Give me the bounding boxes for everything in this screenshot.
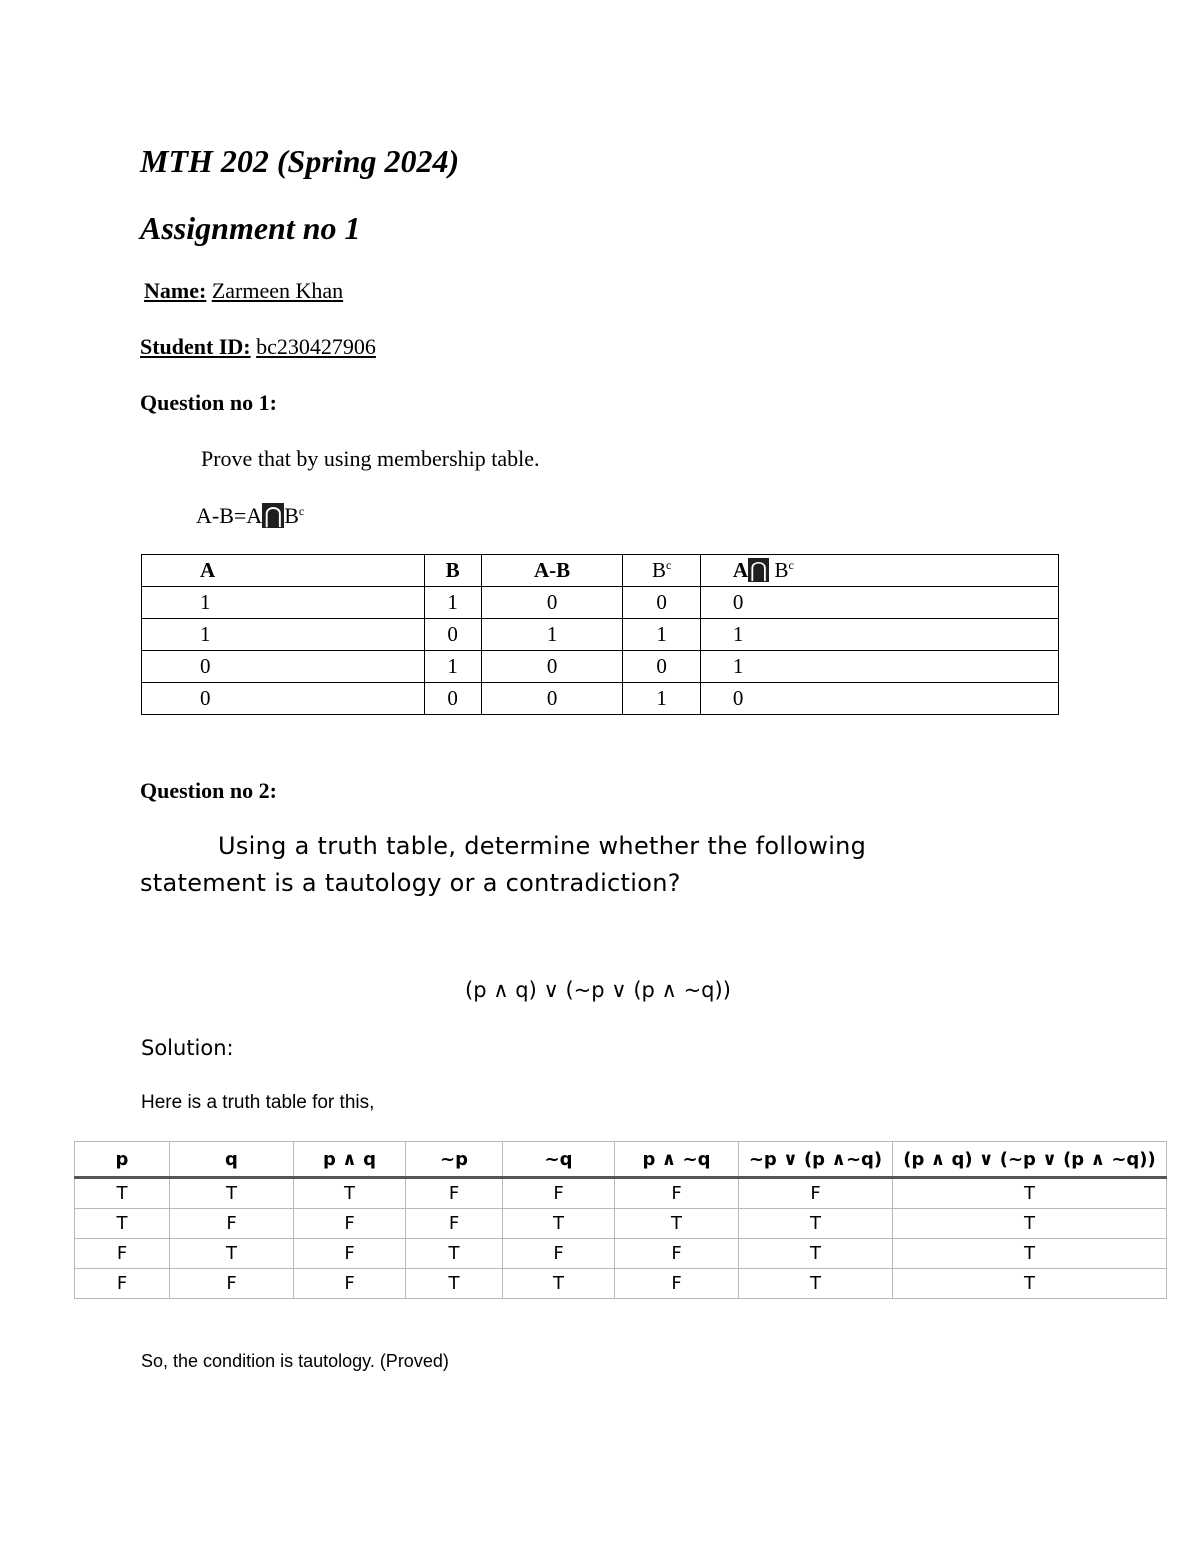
table-cell: T bbox=[893, 1269, 1167, 1299]
course-title: MTH 202 (Spring 2024) bbox=[140, 143, 460, 179]
id-value: bc230427906 bbox=[256, 334, 376, 359]
name-label: Name: bbox=[144, 278, 207, 303]
table-cell: 1 bbox=[481, 619, 623, 651]
header-cell: B bbox=[424, 555, 481, 587]
table-cell: 1 bbox=[424, 587, 481, 619]
table-cell: T bbox=[170, 1178, 294, 1209]
table-cell: F bbox=[503, 1239, 615, 1269]
table-cell: F bbox=[294, 1239, 406, 1269]
name-value: Zarmeen Khan bbox=[211, 278, 344, 303]
assignment-title: Assignment no 1 bbox=[140, 210, 361, 246]
table-cell: 0 bbox=[623, 587, 701, 619]
header-cell: ~p ∨ (p ∧~q) bbox=[739, 1142, 893, 1178]
table-cell: 0 bbox=[481, 683, 623, 715]
table-cell: 0 bbox=[623, 651, 701, 683]
question-2-prompt: Using a truth table, determine whether the following statement is a tautology or a contradiction? bbox=[140, 832, 867, 897]
table-cell: T bbox=[739, 1209, 893, 1239]
table-cell: T bbox=[893, 1178, 1167, 1209]
table-cell: F bbox=[75, 1239, 170, 1269]
table-cell: 1 bbox=[424, 651, 481, 683]
table-cell: F bbox=[615, 1178, 739, 1209]
student-name bbox=[144, 278, 343, 304]
table-cell: T bbox=[406, 1239, 503, 1269]
table-cell: F bbox=[406, 1178, 503, 1209]
student-id bbox=[140, 334, 376, 360]
table-cell: 1 bbox=[623, 619, 701, 651]
table-cell: 1 bbox=[142, 587, 425, 619]
table-cell: 0 bbox=[700, 683, 1058, 715]
table-cell: T bbox=[739, 1239, 893, 1269]
table-cell: T bbox=[739, 1269, 893, 1299]
header-cell: A bbox=[142, 555, 425, 587]
table-row bbox=[75, 1178, 1167, 1209]
table-cell: T bbox=[170, 1239, 294, 1269]
table-cell: F bbox=[170, 1269, 294, 1299]
header-cell: (p ∧ q) ∨ (~p ∨ (p ∧ ~q)) bbox=[893, 1142, 1167, 1178]
table-cell: T bbox=[503, 1209, 615, 1239]
question-1-prompt: Prove that by using membership table. bbox=[201, 446, 540, 471]
header-cell: A⋂ $B^c$ bbox=[700, 555, 1058, 587]
table-cell: F bbox=[503, 1178, 615, 1209]
table-row bbox=[75, 1239, 1167, 1269]
header-cell: p ∧ q bbox=[294, 1142, 406, 1178]
table-cell: 0 bbox=[481, 587, 623, 619]
table-cell: 0 bbox=[142, 651, 425, 683]
table-cell: F bbox=[170, 1209, 294, 1239]
truth-table bbox=[74, 1141, 1167, 1299]
complement-sup: c bbox=[298, 504, 305, 518]
table-cell: F bbox=[294, 1209, 406, 1239]
table-row bbox=[142, 651, 1059, 683]
table-row bbox=[142, 683, 1059, 715]
table-cell: T bbox=[75, 1178, 170, 1209]
formula-left: A-B=A bbox=[196, 503, 263, 528]
header-cell: A-B bbox=[481, 555, 623, 587]
header-cell: q bbox=[170, 1142, 294, 1178]
table-cell: 0 bbox=[481, 651, 623, 683]
table-cell: 0 bbox=[142, 683, 425, 715]
question-2-heading: Question no 2: bbox=[140, 778, 277, 803]
table-cell: T bbox=[893, 1239, 1167, 1269]
table-cell: T bbox=[406, 1269, 503, 1299]
header-cell: $B^c$ bbox=[623, 555, 701, 587]
table-header-row bbox=[142, 555, 1059, 587]
logic-expression: (p ∧ q) ∨ (~p ∨ (p ∧ ~q)) bbox=[465, 978, 731, 1002]
table-cell: F bbox=[615, 1269, 739, 1299]
header-cell: ~q bbox=[503, 1142, 615, 1178]
header-cell: ~p bbox=[406, 1142, 503, 1178]
conclusion: So, the condition is tautology. (Proved) bbox=[141, 1351, 449, 1371]
table-cell: F bbox=[75, 1269, 170, 1299]
table-cell: T bbox=[294, 1178, 406, 1209]
question-1-formula bbox=[196, 503, 304, 529]
table-cell: T bbox=[75, 1209, 170, 1239]
table-row bbox=[75, 1209, 1167, 1239]
table-header-row bbox=[75, 1142, 1167, 1178]
table-cell: T bbox=[893, 1209, 1167, 1239]
table-cell: F bbox=[294, 1269, 406, 1299]
table-cell: F bbox=[615, 1239, 739, 1269]
question-1-heading: Question no 1: bbox=[140, 390, 277, 415]
table-cell: 1 bbox=[700, 619, 1058, 651]
table-row bbox=[142, 619, 1059, 651]
formula-right: B bbox=[284, 503, 299, 528]
table-cell: 1 bbox=[623, 683, 701, 715]
table-cell: T bbox=[615, 1209, 739, 1239]
truth-table-intro: Here is a truth table for this, bbox=[141, 1092, 375, 1113]
table-cell: F bbox=[739, 1178, 893, 1209]
table-cell: 0 bbox=[424, 683, 481, 715]
id-label: Student ID: bbox=[140, 334, 251, 359]
header-cell: p bbox=[75, 1142, 170, 1178]
intersection-symbol: ⋂ bbox=[264, 503, 283, 528]
table-cell: 1 bbox=[700, 651, 1058, 683]
table-cell: F bbox=[406, 1209, 503, 1239]
table-cell: 0 bbox=[700, 587, 1058, 619]
membership-table bbox=[141, 554, 1059, 715]
header-cell: p ∧ ~q bbox=[615, 1142, 739, 1178]
table-cell: 0 bbox=[424, 619, 481, 651]
table-row bbox=[142, 587, 1059, 619]
table-cell: T bbox=[503, 1269, 615, 1299]
table-cell: 1 bbox=[142, 619, 425, 651]
table-row bbox=[75, 1269, 1167, 1299]
solution-label: Solution: bbox=[141, 1036, 234, 1060]
